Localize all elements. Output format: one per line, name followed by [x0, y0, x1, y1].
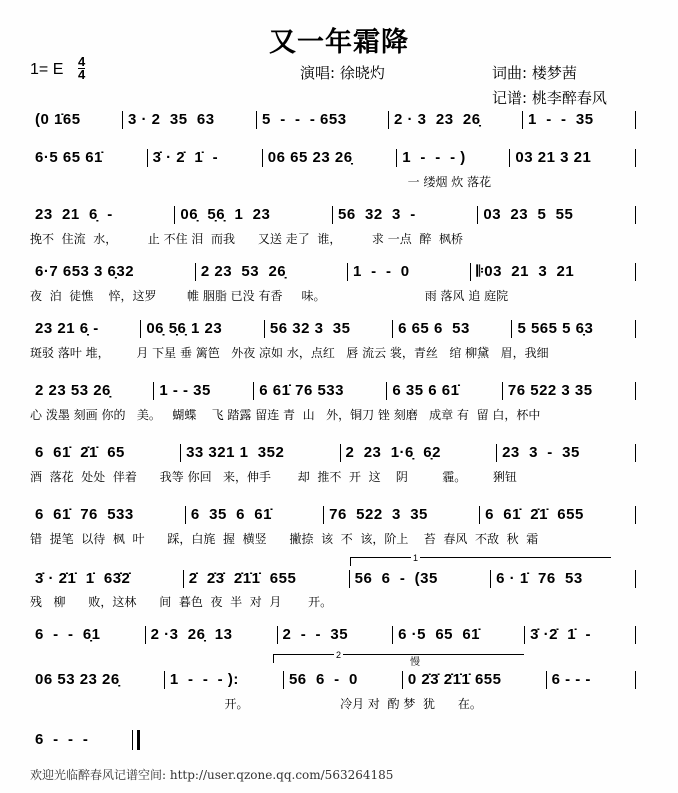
bar-line: [635, 444, 636, 462]
song-title: 又一年霜降: [269, 27, 409, 58]
measure: 3̇ · 2̇1̇ 1̇ 63̇2̇: [35, 570, 131, 587]
lyrics-line: 挽不 住流 水， 止 不住 泪 而我 又送 走了 谁， 求 一点 醉 枫桥: [30, 232, 463, 246]
measure: 3̇ · 2̇ 1̇ -: [152, 149, 219, 166]
measure: 6·5 65 61̇: [35, 149, 103, 166]
measure: 56 32 3 35: [269, 320, 351, 337]
lyrics-line: 开。 冷月 对 酌 梦 犹 在。: [30, 697, 482, 711]
volta-bracket-2: [273, 650, 524, 663]
notation-row: [30, 443, 636, 463]
meter-numerator: 4: [78, 54, 86, 69]
volta-label: 2: [336, 650, 342, 660]
measure: 6·7 653 3 6̣32: [35, 263, 135, 280]
notation-row: [30, 110, 636, 130]
lyrics-line: 心 泼墨 刻画 你的 美。 蝴蝶 飞 踏露 留连 青 山 外，铜刀 锉 刻磨 成章 有 留 白，杯中: [30, 408, 541, 422]
bar-line: [635, 626, 636, 644]
bar-line: [635, 671, 636, 689]
notation-row: [30, 205, 636, 225]
notation-row: [30, 505, 636, 525]
bar-line: [635, 320, 636, 338]
measure: 1 - - 35: [528, 111, 594, 128]
bar-line: [635, 149, 636, 167]
measure: 33 321 1 352: [186, 444, 285, 461]
measure: 1 - - 0: [352, 263, 410, 280]
time-signature: [78, 56, 85, 81]
measure: 56 32 3 -: [338, 206, 416, 223]
measure: 1 - - 35: [159, 382, 211, 399]
measure: 03 21 3 21: [515, 149, 592, 166]
measure: 6 35 6 61̇: [190, 506, 272, 523]
notation-row: [30, 625, 636, 645]
bar-line: [635, 263, 636, 281]
measure: 06 53 23 26̣: [35, 671, 120, 688]
footer-credit: 欢迎光临醉春风记谱空间: http://user.qzone.qq.com/563264185: [30, 768, 394, 782]
notation-row: [30, 730, 140, 750]
measure: 6 - - -: [35, 731, 89, 748]
notation-row: [30, 670, 636, 690]
measure: 6 61̇ 2̇1̇ 655: [485, 506, 584, 523]
lyrics-line: 酒 落花 处处 伴着 我等 你回 来，伸手 却 推不 开 这 阴 霾。 猁钮: [30, 470, 517, 484]
measure: 3 · 2 35 63: [128, 111, 215, 128]
measure: 6 61̇ 76 533: [259, 382, 344, 399]
measure: 6 ·5 65 61̇: [398, 626, 481, 643]
measure: 𝄆03 21 3 21: [476, 263, 575, 280]
measure: 2 23 53 26̣: [35, 382, 111, 399]
measure: 06̣ 5̣6̣ 1 23: [180, 206, 271, 223]
measure: 2 ·3 26̣ 13: [150, 626, 233, 643]
tempo-mark: 慢: [410, 657, 420, 668]
lyrics-line: 错 提笔 以待 枫 叶 踩，白旄 握 横竖 撇捺 该 不 该，阶上 苔 春风 不敌 秋 霜: [30, 532, 539, 546]
measure: 6 - - -: [551, 671, 591, 688]
measure: 1 - - - ): [402, 149, 466, 166]
measure: 2 · 3 23 26̣: [394, 111, 481, 128]
bar-line: [132, 730, 140, 750]
measure: 6 61̇ 2̇1̇ 65: [35, 444, 125, 461]
measure: 56 6 - (35: [354, 570, 438, 587]
measure: 03 23 5 55: [483, 206, 574, 223]
meter-denominator: 4: [78, 67, 86, 82]
lyrics-line: 夜 泊 徒憔 悴，这罗 帷 胭脂 已没 有香 味。 雨 落风 追 庭院: [30, 289, 509, 303]
notation-row: [30, 148, 636, 168]
measure: 6 35 6 61̇: [392, 382, 460, 399]
measure: 2 - - 35: [282, 626, 349, 643]
bar-line: [635, 506, 636, 524]
measure: 6 · 1̇ 76 53: [496, 570, 583, 587]
bar-line: [635, 206, 636, 224]
volta-label: 1: [413, 553, 419, 563]
measure: 2 23 1·6̣ 6̣2: [345, 444, 441, 461]
measure: 2̇ 2̇3̇ 2̇1̇1̇ 655: [188, 570, 297, 587]
transcriber-credit: 记谱: 桃李醉春风: [492, 89, 607, 107]
notation-row: [30, 381, 636, 401]
key-signature: 1= E: [30, 61, 64, 78]
bar-line: [635, 570, 636, 588]
measure: 6 61̇ 76 533: [35, 506, 134, 523]
measure: 2 23 53 26̣: [200, 263, 287, 280]
lyrics-line: 残 柳 败，这林 间 暮色 夜 半 对 月 开。: [30, 595, 333, 609]
measure: 06̣ 5̣6̣ 1 23: [146, 320, 223, 337]
measure: 23 21 6̣ -: [35, 320, 99, 337]
bar-line: [635, 382, 636, 400]
measure: 6 65 6 53: [398, 320, 470, 337]
measure: 6 - - 6̣1: [35, 626, 101, 643]
measure: 5 565 5 6̣3: [517, 320, 594, 337]
composer-credit: 词曲: 楼梦茜: [492, 64, 577, 82]
lyrics-line: 斑驳 落叶 堆， 月 下星 垂 篱笆 外夜 凉如 水，点红 唇 流云 裳，青丝 绾 柳黛 眉，我细: [30, 346, 549, 360]
notation-row: [30, 569, 636, 589]
notation-row: [30, 262, 636, 282]
lyrics-line: 一 缕烟 炊 落花: [30, 175, 492, 189]
measure: 76 522 3 35: [329, 506, 428, 523]
measure: 76 522 3 35: [507, 382, 593, 399]
measure: 23 21 6̣ -: [35, 206, 113, 223]
measure: 3̇ ·2̇ 1̇ -: [530, 626, 591, 643]
singer-credit: 演唱: 徐晓灼: [300, 64, 385, 82]
measure: 1 - - - ):: [169, 671, 239, 688]
measure: (0 1̇65: [35, 111, 81, 128]
measure: 06 65 23 26̣: [267, 149, 353, 166]
notation-row: [30, 319, 636, 339]
measure: 23 3 - 35: [502, 444, 580, 461]
measure: 5 - - - 653: [262, 111, 347, 128]
bar-line: [635, 111, 636, 129]
measure: 0 2̇3̇ 2̇1̇1̇ 655: [407, 671, 502, 688]
volta-bracket-1: [350, 553, 611, 566]
measure: 56 6 - 0: [288, 671, 358, 688]
